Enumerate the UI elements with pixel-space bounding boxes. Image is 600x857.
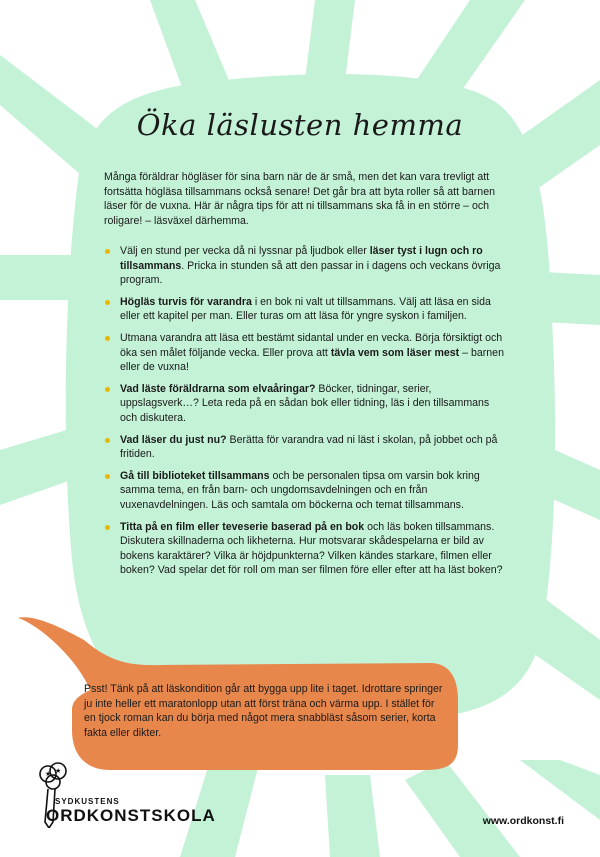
list-item: Högläs turvis för varandra i en bok ni valt ut tillsammans. Välj att läsa en sida eller ett kapitel per man. Eller turas om att läsa för yngre syskon i familjen.: [104, 295, 508, 324]
list-item: Välj en stund per vecka då ni lyssnar på ljudbok eller läser tyst i lugn och ro tillsammans. Pricka in stunden så att den passar in i dagens och veckans övriga program.: [104, 244, 508, 288]
ray: [405, 760, 520, 857]
svg-text:★: ★: [55, 767, 62, 775]
ray: [325, 775, 380, 857]
list-item: Gå till biblioteket tillsammans och be personalen tipsa om varsin bok kring samma tema, en från barn- och ungdomsavdelningen och en från vuxenavdelningen. Läs och samtala om böckerna och temat tillsammans.: [104, 469, 508, 513]
logo-title: ORDKONSTSKOLA: [46, 806, 216, 825]
ray: [520, 760, 600, 820]
list-item: Utmana varandra att läsa ett bestämt sidantal under en vecka. Börja försiktigt och öka sen målet följande vecka. Eller prova att tävla vem som läser mest – barnen eller de vuxna!: [104, 331, 508, 375]
list-item: Titta på en film eller teveserie baserad på en bok och läs boken tillsammans. Diskutera skillnaderna och likheterna. Hur motsvarar skådespelarna er bild av bokens karaktärer? Vilka är höjdpunkterna? Vilken kändes starkare, filmen eller boken? Vad spelar det för roll om man ser filmen före eller efter att ha läst boken?: [104, 520, 508, 578]
logo-subtitle: SYDKUSTENS: [55, 797, 120, 806]
psst-note: Psst! Tänk på att läskondition går att bygga upp lite i taget. Idrottare springer ju inte heller ett maratonlopp utan att först träna och värma upp. I stället för en tjock roman kan du börja med något mera snabbläst såsom serier, korta fakta eller dikter.: [84, 683, 443, 739]
list-item: Vad läste föräldrarna som elvaåringar? Böcker, tidningar, serier, uppslagsverk…? Leta reda på en sådan bok eller tidning, läs i den tillsammans och diskutera.: [104, 382, 508, 426]
intro-paragraph: Många föräldrar högläser för sina barn när de är små, men det kan vara trevligt att fortsätta högläsa tillsammans också senare! Det går bra att byta roller så att barnen läser för de vuxna. Här är några tips för att ni tillsammans ska få in en större – och roligare! – läsväxel därhemma.: [104, 171, 495, 227]
tips-list: [104, 244, 508, 585]
list-item: Vad läser du just nu? Berätta för varandra vad ni läst i skolan, på jobbet och på fritiden.: [104, 433, 508, 462]
page-title: Öka läslusten hemma: [136, 108, 464, 142]
website-link[interactable]: www.ordkonst.fi: [482, 815, 564, 827]
svg-text:★: ★: [45, 770, 52, 778]
